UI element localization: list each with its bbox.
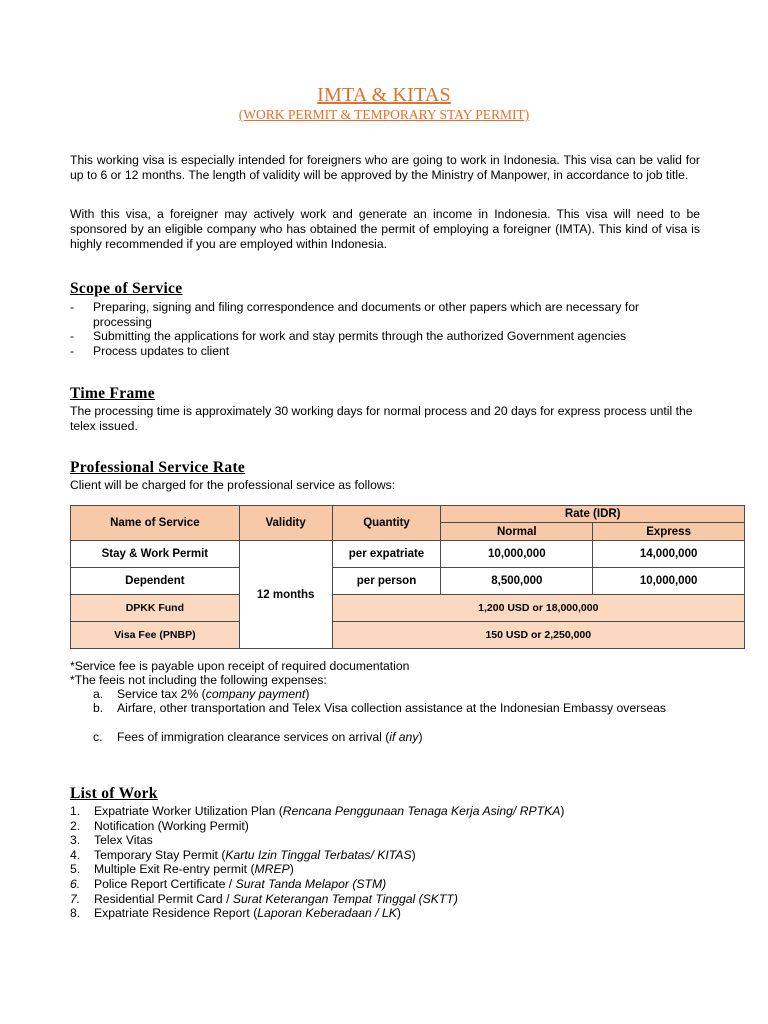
bullet-dash: -: [70, 329, 75, 343]
expense-letter: a.: [93, 687, 104, 701]
timeframe-heading: Time Frame: [70, 385, 155, 402]
work-item-text: Multiple Exit Re-entry permit (: [94, 862, 255, 877]
rate-intro: Client will be charged for the professional service as follows:: [70, 478, 396, 492]
validity-cell: 12 months: [239, 541, 332, 649]
work-item-emphasis: Rencana Penggunaan Tenaga Kerja Asing/ RPTKA: [282, 804, 561, 818]
work-item: [70, 906, 710, 921]
work-item-number: 8.: [70, 906, 81, 921]
scope-item: [70, 329, 710, 344]
expense-text: Service tax 2% (: [117, 687, 206, 701]
work-item-emphasis: MREP: [254, 862, 290, 877]
work-heading: List of Work: [70, 785, 158, 802]
table-row: [71, 568, 745, 595]
scope-item: [70, 300, 710, 330]
table-row: [71, 595, 745, 622]
table-row: [71, 541, 745, 568]
work-item-emphasis: Laporan Keberadaan / LK: [257, 906, 397, 921]
rate-heading: Professional Service Rate: [70, 459, 246, 476]
work-item: [70, 892, 710, 907]
header-normal: Normal: [441, 523, 593, 541]
work-item-close: ): [289, 862, 294, 877]
fee-name-cell: Visa Fee (PNBP): [71, 622, 240, 649]
document-subtitle: (WORK PERMIT & TEMPORARY STAY PERMIT): [238, 107, 530, 122]
work-item: [70, 819, 710, 834]
work-item-number: 5.: [70, 862, 81, 877]
work-item-emphasis: Surat Tanda Melapor (STM): [235, 877, 387, 891]
scope-item: [70, 344, 710, 359]
work-item-text: Telex Vitas: [94, 833, 153, 848]
work-item: [70, 833, 710, 848]
work-item-close: ): [411, 847, 416, 862]
work-item-close: ): [560, 804, 565, 818]
scope-heading: Scope of Service: [70, 280, 183, 297]
expense-emphasis: company payment: [205, 687, 306, 701]
header-validity: Validity: [239, 506, 332, 541]
normal-rate-cell: 8,500,000: [441, 568, 593, 595]
work-item-text: Police Report Certificate /: [94, 877, 236, 891]
expense-close: ): [305, 687, 310, 701]
service-name-cell: Dependent: [71, 568, 240, 595]
work-item-number: 6.: [70, 877, 81, 891]
header-rate: Rate (IDR): [441, 506, 745, 523]
scope-item-text: Submitting the applications for work and stay permits through the authorized Government agencies: [93, 329, 627, 343]
intro-paragraph-1: This working visa is especially intended for foreigners who are going to work in Indonesia. This visa can be valid for up to 6 or 12 months. The length of validity will be approved by the Ministry of Manpower, in accordance to job title.: [70, 153, 700, 183]
intro-paragraph-2: With this visa, a foreigner may actively work and generate an income in Indonesia. This visa will need to be sponsored by an eligible company who has obtained the permit of employing a foreigner (IMTA). This kind of visa is highly recommended if you are employed within Indonesia.: [70, 207, 700, 252]
header-quantity: Quantity: [332, 506, 441, 541]
expense-text: Fees of immigration clearance services on arrival (: [117, 730, 390, 744]
scope-item-text: Process updates to client: [93, 344, 230, 358]
service-name-cell: Stay & Work Permit: [71, 541, 240, 568]
work-item-emphasis: Surat Keterangan Tempat Tinggal (SKTT): [232, 891, 458, 906]
expense-emphasis: if any: [389, 730, 419, 744]
work-item: [70, 804, 710, 819]
expense-item: [93, 730, 673, 745]
work-item-number: 3.: [70, 833, 81, 848]
expense-letter: b.: [93, 701, 104, 715]
work-item-number: 7.: [70, 891, 81, 906]
work-item-emphasis: Kartu Izin Tinggal Terbatas/ KITAS: [225, 847, 412, 862]
work-item: [70, 877, 710, 892]
quantity-cell: per expatriate: [332, 541, 441, 568]
work-item-text: Notification (Working Permit): [94, 818, 249, 833]
scope-item-text: Preparing, signing and filing correspondence and documents or other papers which are necessary for processing: [93, 300, 640, 329]
work-item-number: 1.: [70, 804, 81, 818]
work-item-number: 2.: [70, 818, 81, 833]
bullet-dash: -: [70, 300, 75, 314]
fee-value-cell: 1,200 USD or 18,000,000: [332, 595, 744, 622]
fee-name-cell: DPKK Fund: [71, 595, 240, 622]
express-rate-cell: 14,000,000: [593, 541, 745, 568]
timeframe-text: The processing time is approximately 30 working days for normal process and 20 days for express process until the telex issued.: [70, 404, 693, 433]
document-title: IMTA & KITAS: [317, 84, 451, 106]
table-row: [71, 622, 745, 649]
rate-table: [70, 505, 745, 649]
expense-text: Airfare, other transportation and Telex Visa collection assistance at the Indonesian Embassy overseas: [117, 701, 666, 715]
work-item-number: 4.: [70, 847, 81, 862]
fee-value-cell: 150 USD or 2,250,000: [332, 622, 744, 649]
expense-close: ): [418, 730, 423, 744]
bullet-dash: -: [70, 344, 75, 358]
expense-item: [93, 687, 673, 702]
expense-letter: c.: [93, 730, 103, 744]
note-expenses: *The feeis not including the following expenses:: [70, 673, 327, 687]
work-item-text: Expatriate Residence Report (: [94, 906, 258, 921]
work-item-close: ): [396, 906, 401, 921]
work-item-text: Residential Permit Card /: [94, 891, 233, 906]
express-rate-cell: 10,000,000: [593, 568, 745, 595]
header-express: Express: [593, 523, 745, 541]
work-item-text: Temporary Stay Permit (: [94, 847, 226, 862]
header-name-of-service: Name of Service: [71, 506, 240, 541]
work-item: [70, 848, 710, 863]
normal-rate-cell: 10,000,000: [441, 541, 593, 568]
work-item-text: Expatriate Worker Utilization Plan (: [94, 804, 283, 818]
work-item: [70, 862, 710, 877]
quantity-cell: per person: [332, 568, 441, 595]
expense-item: [93, 701, 673, 731]
note-service-fee: *Service fee is payable upon receipt of required documentation: [70, 659, 410, 673]
